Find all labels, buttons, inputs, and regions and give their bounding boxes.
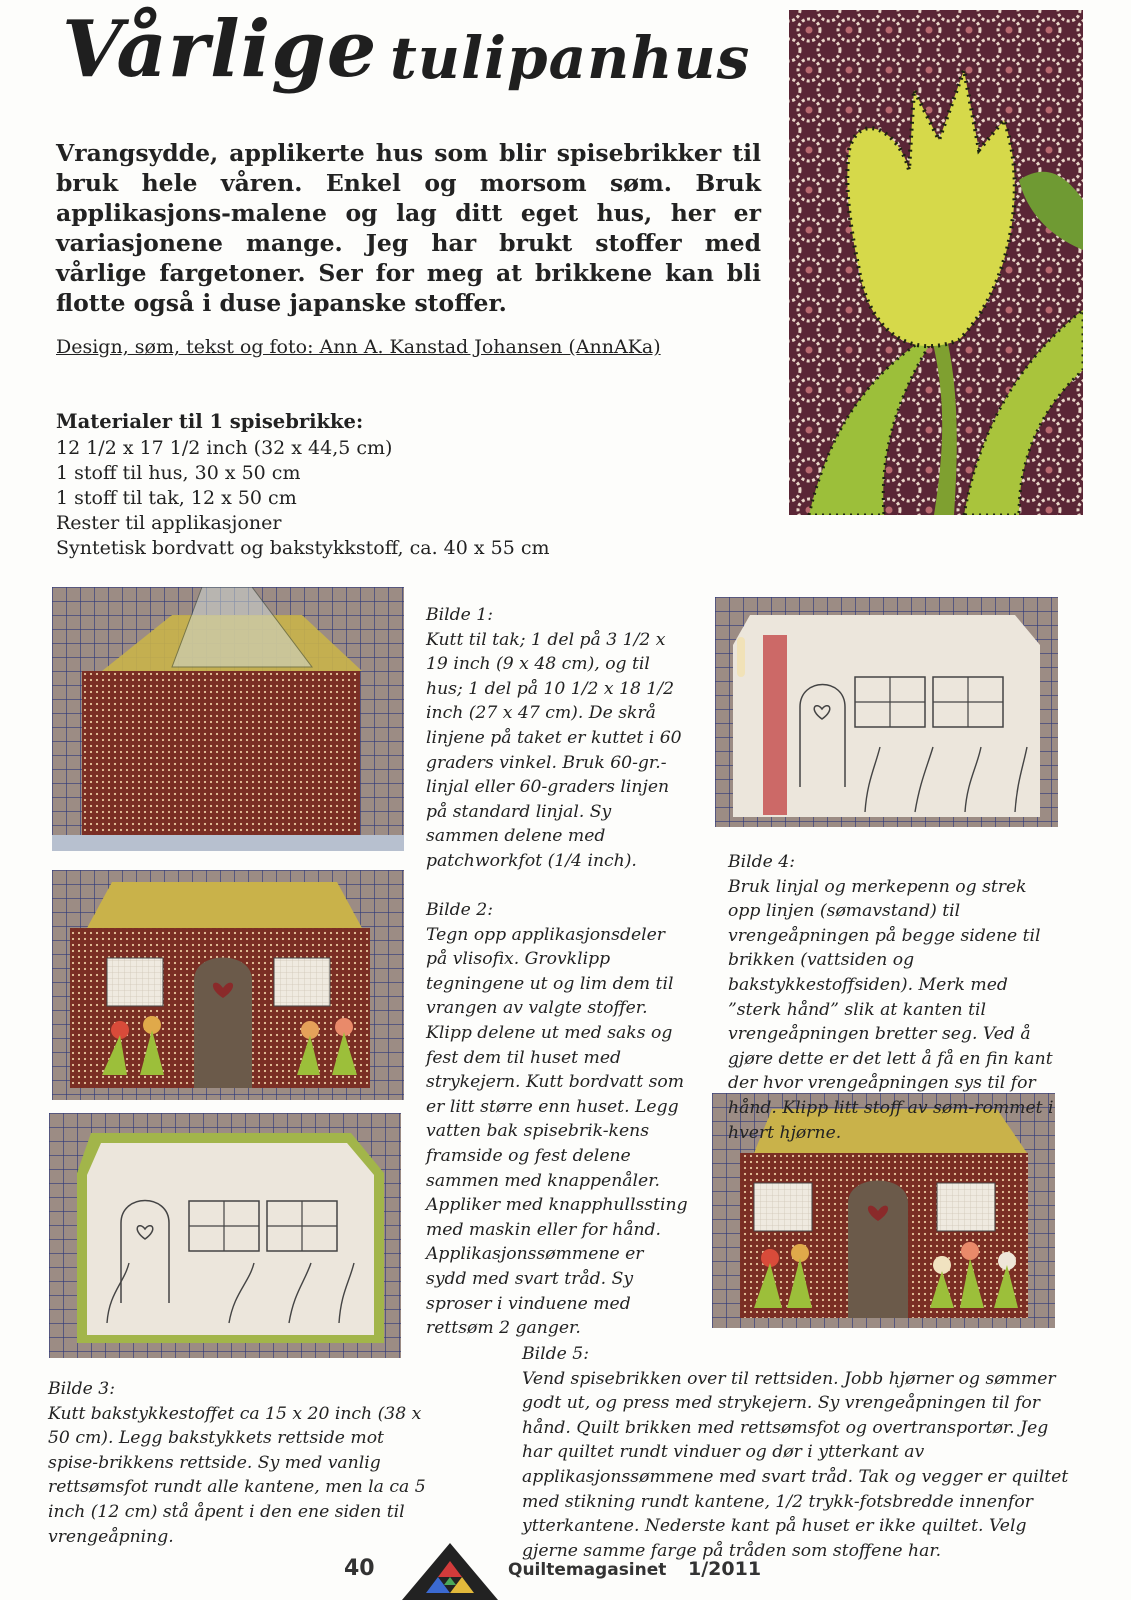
intro-paragraph: Vrangsydde, applikerte hus som blir spisebrikker til bruk hele våren. Enkel og morsom søm. Bruk applikasjons-malene og lag ditt eget hus, her er variasjonene mange. Jeg har brukt stoffer med vårlige fargetoner. Ser for meg at brikkene kan bli flotte også i duse japanske stoffer. bbox=[56, 139, 761, 317]
title-part2: tulipanhus bbox=[390, 24, 751, 92]
caption-text: Bruk linjal og merkepenn og strek opp linjen (sømavstand) til vrengeåpningen på begge sidene til brikken (vattsiden og bakstykkestoffsiden). Merk med ”sterk hånd” slik at kanten til vrengeåpningen bretter seg. Ved å gjøre dette er det lett å få en fin kant der hvor vrengeåpningen sys til for hånd. Klipp litt stoff av søm-rommet i hvert hjørne. bbox=[728, 876, 1054, 1143]
caption-bilde5 bbox=[522, 1342, 1082, 1563]
caption-heading: Bilde 5: bbox=[522, 1344, 589, 1364]
page-number: 40 bbox=[344, 1556, 375, 1581]
materials-item: 1 stoff til hus, 30 x 50 cm bbox=[56, 462, 301, 484]
materials-heading: Materialer til 1 spisebrikke: bbox=[56, 410, 364, 433]
caption-text: Vend spisebrikken over til rettsiden. Jobb hjørner og sømmer godt ut, og press med strykejern. Sy vrengeåpningen til for hånd. Quilt brikken med rettsømsfot og overtransportør. Jeg har quiltet rundt vinduer og dør i ytterkant av applikasjonssømmene med svart tråd. Tak og vegger er quiltet med stikning rundt kantene, 1/2 trykk-fotsbredde innenfor ytterkantene. Nederste kant på huset er ikke quiltet. Velg gjerne samme farge på tråden som stoffene har. bbox=[522, 1368, 1069, 1561]
title-part1: Vårlige bbox=[62, 4, 378, 95]
bilde2-photo bbox=[52, 870, 404, 1100]
magazine-logo-icon bbox=[402, 1543, 498, 1600]
bilde4-photo bbox=[715, 597, 1058, 827]
materials-item: Rester til applikasjoner bbox=[56, 512, 282, 534]
issue-number: 1/2011 bbox=[688, 1558, 762, 1580]
caption-bilde3 bbox=[48, 1377, 433, 1549]
caption-heading: Bilde 3: bbox=[48, 1379, 115, 1399]
caption-text: Tegn opp applikasjonsdeler på vlisofix. Grovklipp tegningene ut og lim dem til vrangen av valgte stoffer. Klipp delene ut med saks og fest dem til huset med strykejern. Kutt bordvatt som er litt større enn huset. Legg vatten bak spisebrik-kens framside og fest delene sammen med knappenåler. Appliker med knapphullssting med maskin eller for hånd. Applikasjonssømmene er sydd med svart tråd. Sy sproser i vinduene med rettsøm 2 ganger. bbox=[426, 924, 688, 1339]
bilde3-photo bbox=[49, 1113, 401, 1358]
caption-text: Kutt bakstykkestoffet ca 15 x 20 inch (38 x 50 cm). Legg bakstykkets rettside mot spise-brikkens rettside. Sy med vanlig rettsømsfot rundt alle kantene, men la ca 5 inch (12 cm) stå åpent i den ene siden til vrengeåpning. bbox=[48, 1403, 426, 1547]
caption-heading: Bilde 1: bbox=[426, 605, 493, 625]
bilde1-photo bbox=[52, 587, 404, 851]
materials-item: Syntetisk bordvatt og bakstykkstoff, ca. 40 x 55 cm bbox=[56, 537, 550, 559]
credit-line: Design, søm, tekst og foto: Ann A. Kanstad Johansen (AnnAKa) bbox=[56, 336, 661, 358]
magazine-name: Quiltemagasinet bbox=[508, 1560, 667, 1580]
caption-bilde1 bbox=[426, 603, 688, 874]
caption-bilde4 bbox=[728, 850, 1058, 1145]
materials-list bbox=[56, 436, 550, 561]
caption-heading: Bilde 4: bbox=[728, 852, 795, 872]
materials-item: 1 stoff til tak, 12 x 50 cm bbox=[56, 487, 297, 509]
materials-item: 12 1/2 x 17 1/2 inch (32 x 44,5 cm) bbox=[56, 437, 393, 459]
caption-text: Kutt til tak; 1 del på 3 1/2 x 19 inch (9 x 48 cm), og til hus; 1 del på 10 1/2 x 18 1/2 inch (27 x 47 cm). De skrå linjene på taket er kuttet i 60 graders vinkel. Bruk 60-gr.-linjal eller 60-graders linjen på standard linjal. Sy sammen delene med patchworkfot (1/4 inch). bbox=[426, 629, 682, 871]
tulip-photo bbox=[789, 10, 1083, 515]
caption-bilde2 bbox=[426, 898, 688, 1341]
caption-heading: Bilde 2: bbox=[426, 900, 493, 920]
